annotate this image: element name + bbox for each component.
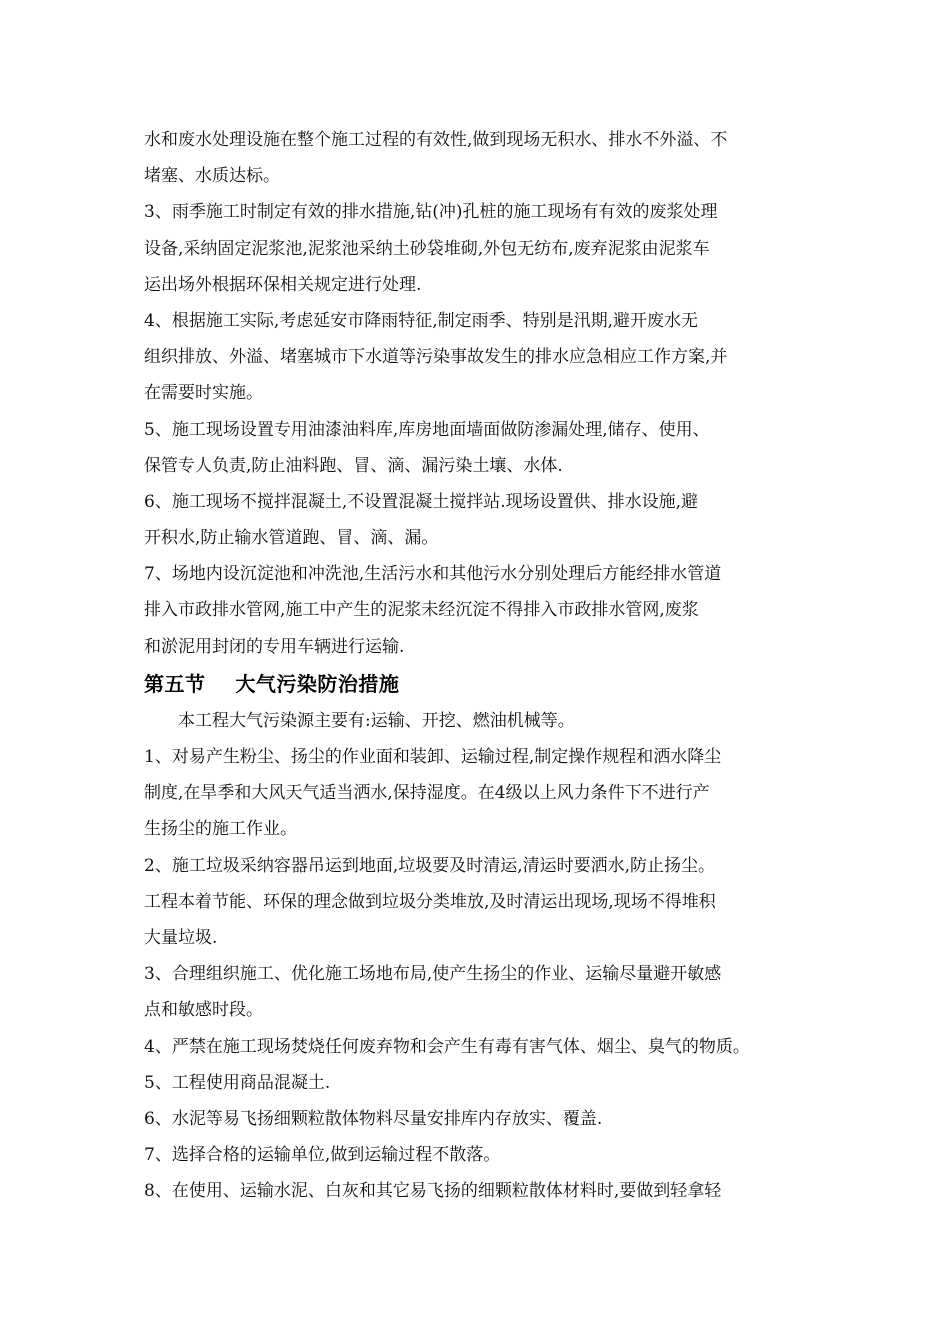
section-heading: 第五节 大气污染防治措施 xyxy=(144,671,400,696)
text-line: 1、对易产生粉尘、扬尘的作业面和装卸、运输过程,制定操作规程和洒水降尘 xyxy=(144,747,722,767)
text-line: 2、施工垃圾采纳容器吊运到地面,垃圾要及时清运,清运时要洒水,防止扬尘。 xyxy=(144,855,716,876)
paragraph xyxy=(144,848,814,957)
paragraph xyxy=(144,1137,814,1173)
paragraph xyxy=(144,412,814,484)
paragraph xyxy=(144,1173,814,1209)
text-line: 堵塞、水质达标。 xyxy=(144,166,280,187)
text-line: 7、选择合格的运输单位,做到运输过程不散落。 xyxy=(144,1145,501,1166)
text-line: 排入市政排水管网,施工中产生的泥浆未经沉淀不得排入市政排水管网,废浆 xyxy=(144,600,699,621)
text-line: 设备,采纳固定泥浆池,泥浆池采纳土砂袋堆砌,外包无纺布,废弃泥浆由泥浆车 xyxy=(144,238,710,259)
text-line: 8、在使用、运输水泥、白灰和其它易飞扬的细颗粒散体材料时,要做到轻拿轻 xyxy=(144,1181,722,1202)
document-body xyxy=(144,122,814,1209)
text-line: 5、工程使用商品混凝土. xyxy=(144,1072,331,1093)
text-line: 4、根据施工实际,考虑延安市降雨特征,制定雨季、特别是汛期,避开废水无 xyxy=(144,310,699,331)
paragraph xyxy=(144,1101,814,1137)
text-line: 开积水,防止输水管道跑、冒、滴、漏。 xyxy=(144,528,439,549)
text-line: 水和废水处理设施在整个施工过程的有效性,做到现场无积水、排水不外溢、不 xyxy=(144,130,728,150)
text-line: 7、场地内设沉淀池和冲洗池,生活污水和其他污水分别处理后方能经排水管道 xyxy=(144,564,722,585)
text-line: 在需要时实施。 xyxy=(144,383,263,404)
paragraph xyxy=(144,956,814,1028)
text-line: 4、严禁在施工现场焚烧任何废弃物和会产生有毒有害气体、烟尘、臭气的物质。 xyxy=(144,1036,750,1057)
text-line: 3、雨季施工时制定有效的排水措施,钻(冲)孔桩的施工现场有有效的废浆处理 xyxy=(144,202,718,223)
paragraph xyxy=(144,194,814,303)
text-line: 运出场外根据环保相关规定进行处理. xyxy=(144,274,422,295)
text-line: 制度,在旱季和大风天气适当洒水,保持湿度。在4级以上风力条件下不进行产 xyxy=(144,783,710,804)
paragraph xyxy=(144,739,814,848)
paragraph xyxy=(144,122,814,194)
paragraph xyxy=(144,303,814,412)
text-line: 6、水泥等易飞扬细颗粒散体物料尽量安排库内存放实、覆盖. xyxy=(144,1108,603,1129)
air-pollution-measures xyxy=(144,739,814,1209)
text-line: 点和敏感时段。 xyxy=(144,1000,263,1021)
text-line: 6、施工现场不搅拌混凝土,不设置混凝土搅拌站.现场设置供、排水设施,避 xyxy=(144,491,699,512)
paragraph xyxy=(144,484,814,556)
text-line: 和淤泥用封闭的专用车辆进行运输. xyxy=(144,636,405,657)
text-line: 生扬尘的施工作业。 xyxy=(144,819,297,840)
paragraph xyxy=(144,1065,814,1101)
text-line: 组织排放、外溢、堵塞城市下水道等污染事故发生的排水应急相应工作方案,并 xyxy=(144,347,728,368)
text-line: 3、合理组织施工、优化施工场地布局,使产生扬尘的作业、运输尽量避开敏感 xyxy=(144,964,722,985)
text-line: 保管专人负责,防止油料跑、冒、滴、漏污染土壤、水体. xyxy=(144,455,563,476)
text-line: 大量垃圾. xyxy=(144,927,218,948)
text-line: 工程本着节能、环保的理念做到垃圾分类堆放,及时清运出现场,现场不得堆积 xyxy=(144,891,716,912)
section-intro: 本工程大气污染源主要有:运输、开挖、燃油机械等。 xyxy=(178,710,575,731)
paragraph xyxy=(144,1029,814,1065)
wastewater-measures xyxy=(144,122,814,665)
text-line: 5、施工现场设置专用油漆油料库,库房地面墙面做防渗漏处理,储存、使用、 xyxy=(144,419,710,440)
paragraph xyxy=(144,556,814,665)
